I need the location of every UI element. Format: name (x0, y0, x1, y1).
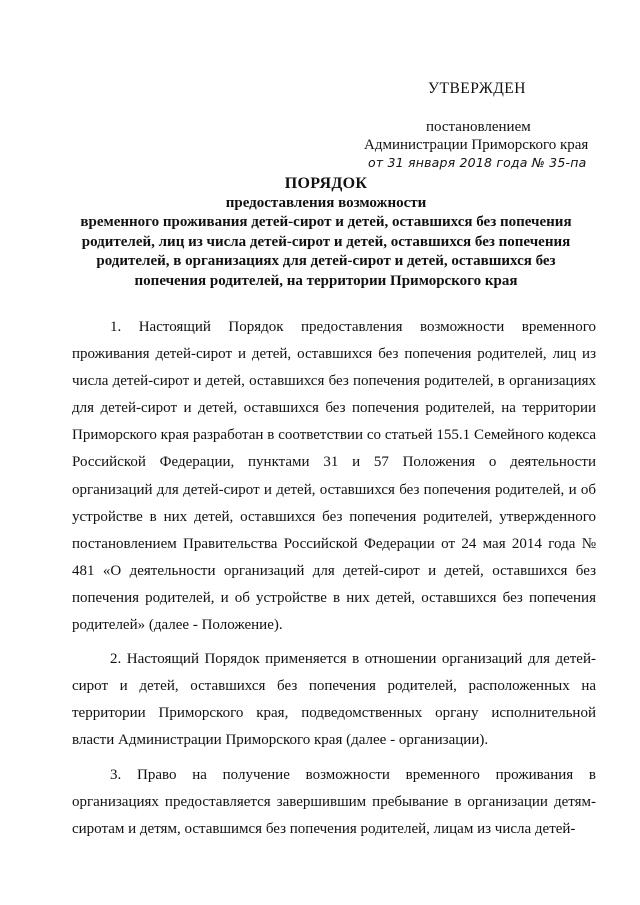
document-title-line: родителей, лиц из числа детей-сирот и детей, оставшихся без попечения (81, 233, 571, 250)
paragraph-2: 2. Настоящий Порядок применяется в отношении организаций для детей-сирот и детей, оставшихся без попечения родителей, расположенных на территории Приморского края, подведомственных органу исполнительной власти Администрации Приморского края (далее - организации). (72, 651, 596, 749)
approval-stamp-block (362, 80, 632, 172)
document-title-line: предоставления возможности (225, 194, 427, 211)
document-title-line: попечения родителей, на территории Приморского края (134, 272, 518, 289)
approval-line-resolution: постановлением (426, 119, 531, 135)
document-title-main: ПОРЯДОК (284, 175, 368, 192)
approval-line-date-number: от 31 января 2018 года № 35-па (368, 155, 587, 170)
document-body (72, 314, 596, 843)
document-title-block (40, 174, 612, 291)
paragraph-3: 3. Право на получение возможности временного проживания в организациях предоставляется завершившим пребывание в организации детям-сиротам и детям, оставшимся без попечения родителей, лицам из числа детей- (72, 766, 596, 837)
approval-line-administration: Администрации Приморского края (364, 137, 589, 153)
approval-title: УТВЕРЖДЕН (428, 80, 526, 97)
document-title-line: временного проживания детей-сирот и детей, оставшихся без попечения (80, 214, 572, 230)
document-title-line: родителей, в организациях для детей-сирот и детей, оставшихся без (96, 253, 556, 269)
paragraph-1: 1. Настоящий Порядок предоставления возможности временного проживания детей-сирот и детей, оставшихся без попечения родителей, лиц из числа детей-сирот и детей, оставшихся без попечения родителей, в организациях для детей-сирот и детей, оставшихся без попечения родителей, на территории Приморского края разработан в соответствии со статьей 155.1 Семейного кодекса Российской Федерации, пунктами 31 и 57 Положения о деятельности организаций для детей-сирот и детей, оставшихся без попечения родителей, и об устройстве в них детей, оставшихся без попечения родителей, утвержденного постановлением Правительства Российской Федерации от 24 мая 2014 года № 481 «О деятельности организаций для детей-сирот и детей, оставшихся без попечения родителей, и об устройстве в них детей, оставшихся без попечения родителей» (далее - Положение). (72, 319, 596, 634)
